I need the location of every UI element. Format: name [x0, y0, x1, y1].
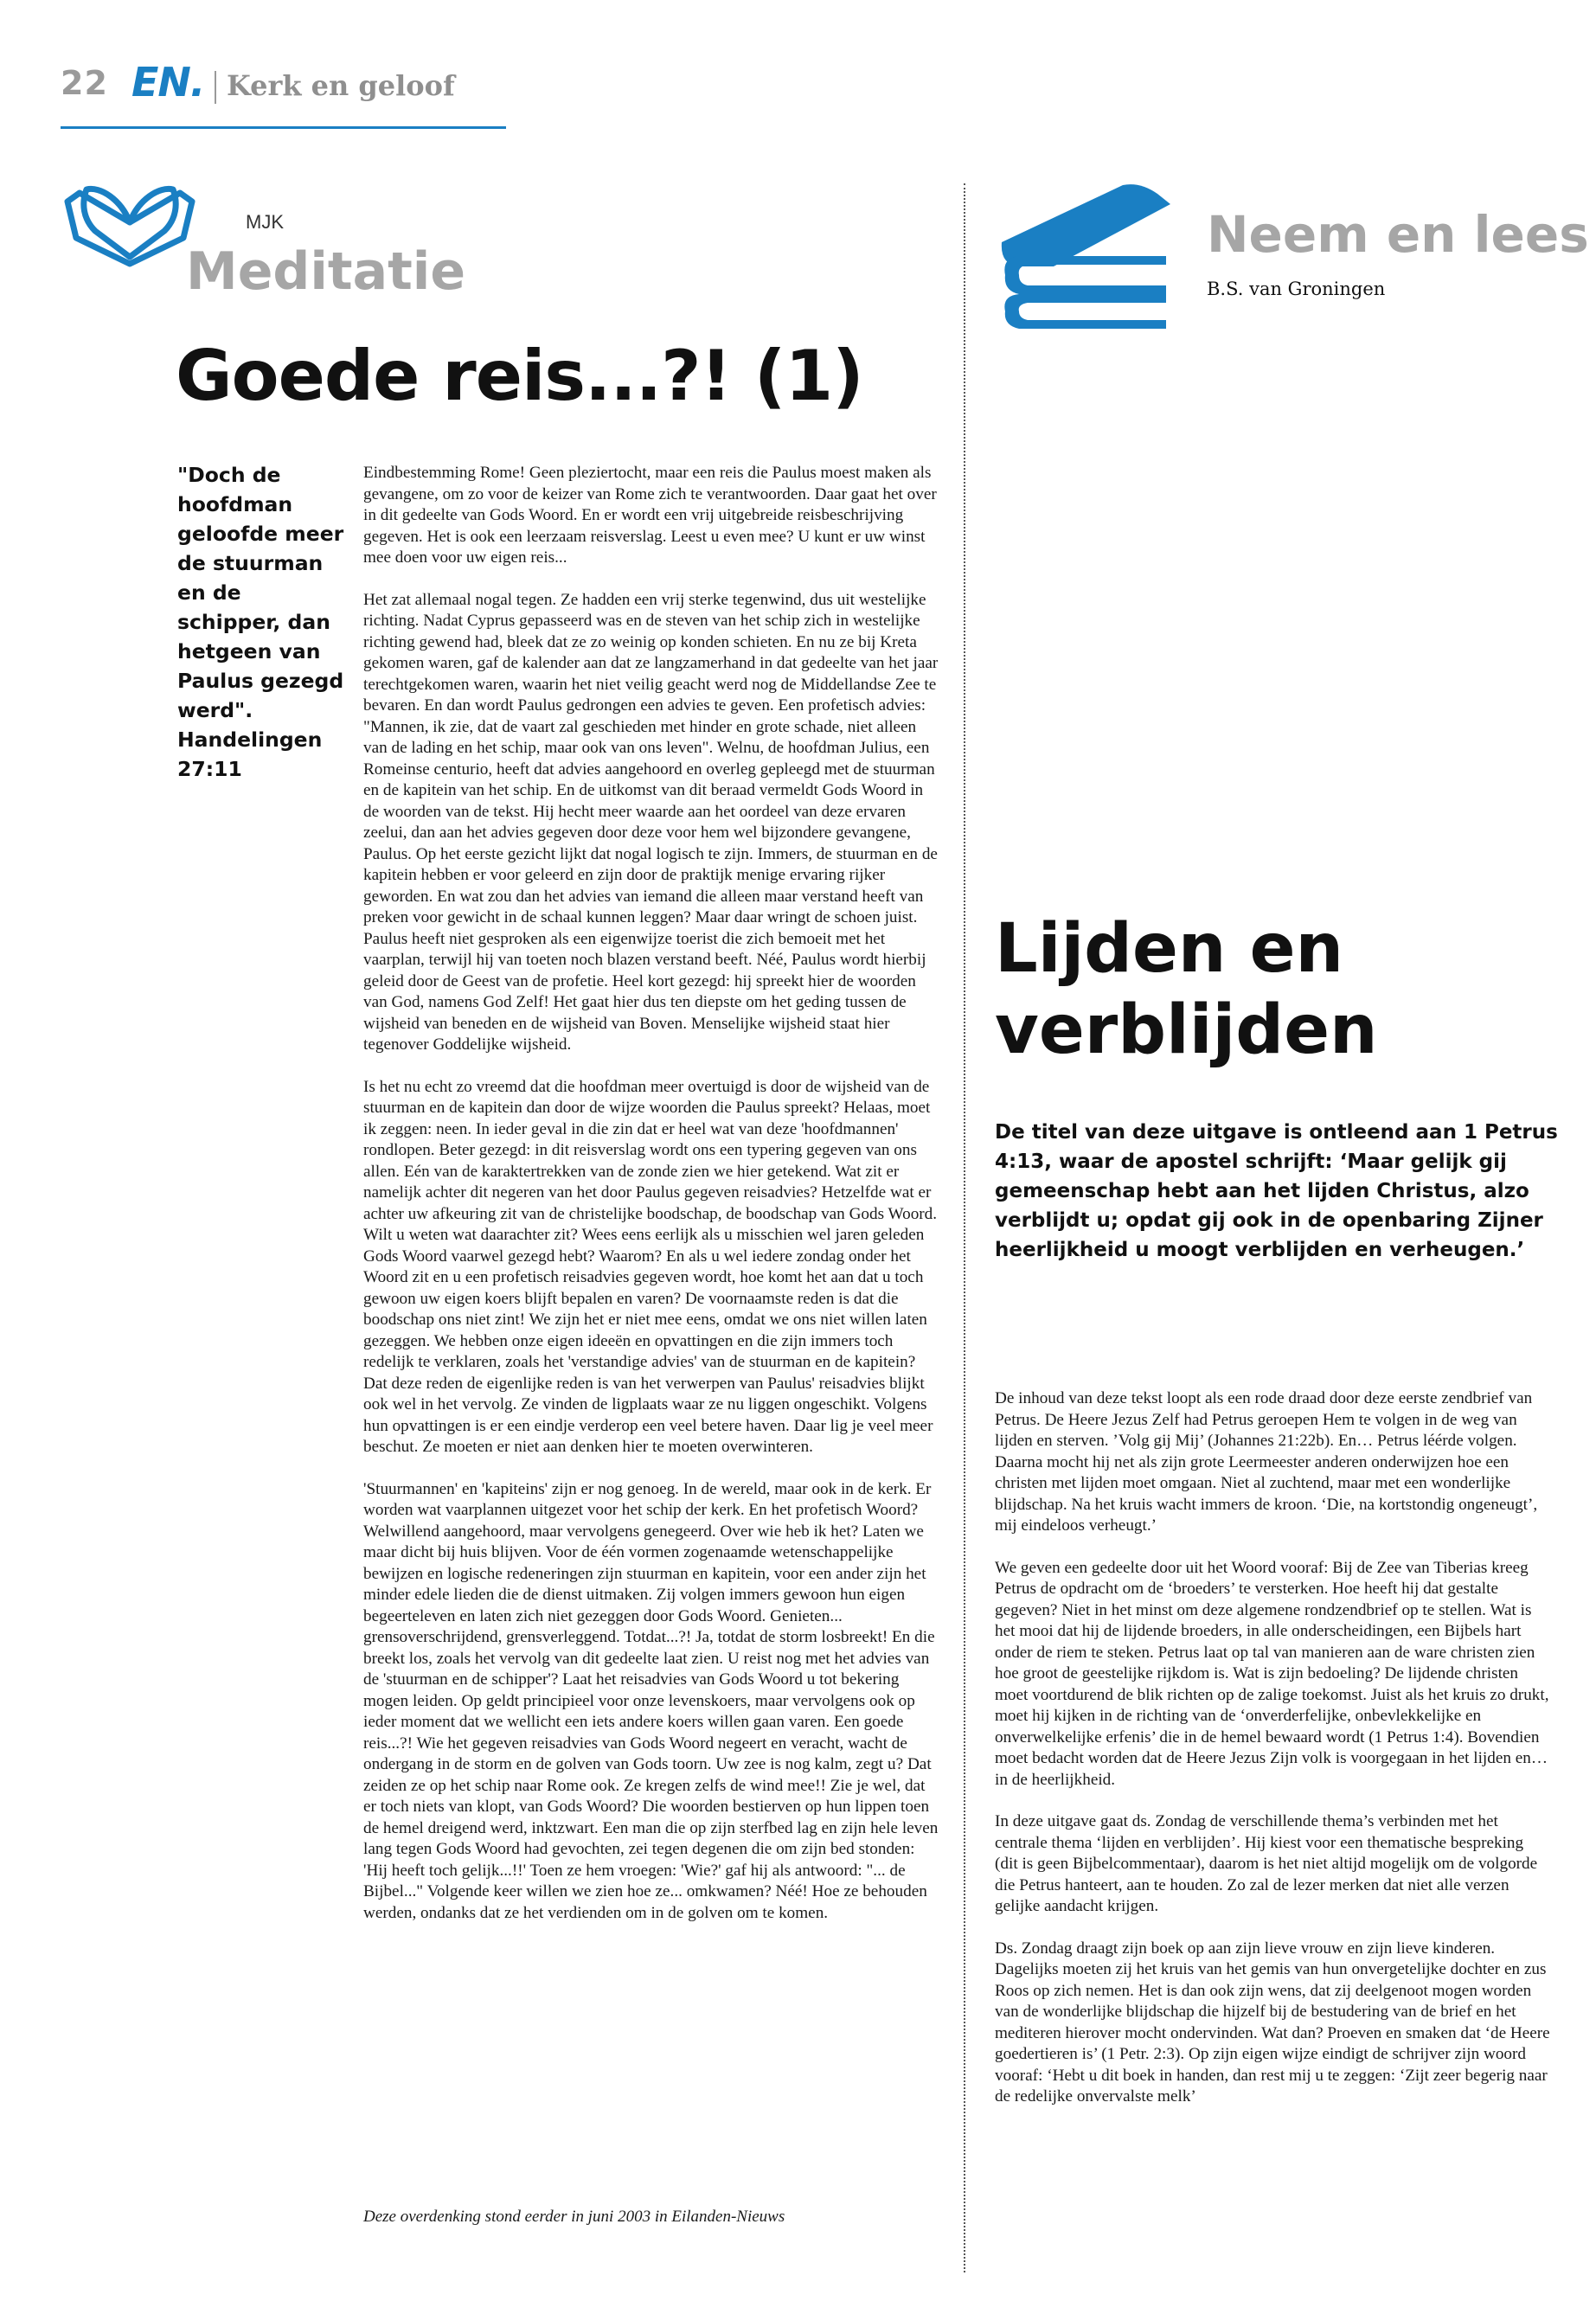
magazine-logo: EN.	[131, 59, 205, 106]
review-body	[995, 1388, 1550, 2129]
review-title: Lijden en verblijden	[995, 910, 1378, 1069]
article-author: MJK	[246, 211, 284, 233]
header-rule	[61, 126, 506, 129]
paragraph: Eindbestemming Rome! Geen pleziertocht, maar een reis die Paulus moest maken als gevangene, om zo voor de keizer van Rome zich te verantwoorden. Daar gaat het over in dit gedeelte van Gods Woord. En er wordt een vrij uitgebreide reisbeschrijving gegeven. Het is ook een leerzaam reisverslag. Leest u even mee? U kunt er uw winst mee doen voor uw eigen reis...	[363, 464, 937, 567]
paragraph: 'Stuurmannen' en 'kapiteins' zijn er nog genoeg. In de wereld, maar ook in de kerk. Er worden wat vaarplannen uitgezet voor het schip der kerk. En het profetisch Woord? Welwillend aangehoord, maar vervolgens genegeerd. Over wie heb ik het? Laten we maar dicht bij huis blijven. Voor de één vormen zogenaamde wetenschappelijke bewijzen en logische redeneringen zijn stuurman en kapitein, voor een ander zijn het minder edele lieden die de dienst uitmaken. Zij volgen immers gewoon hun eigen begeerteleven en laten zich niet gezeggen door Gods Woord. Genieten... grensoverschrijdend, grensverleggend. Totdat...?! Ja, totdat de storm losbreekt! En die breekt los, zoals het vervolg van dit gedeelte laat zien. U reist nog met het advies van de 'stuurman en de schipper'? Laat het reisadvies van Gods Woord u tot bekering mogen leiden. Op geldt principieel voor onze levenskoers, maar vervolgens ook op ieder moment dat we wellicht een iets andere koers willen gaan varen. Een goede reis...?! Wie het gegeven reisadvies van Gods Woord negeert en veracht, wacht de ondergang in de storm en de golven van Gods toorn. Uw zee is nog kalm, zegt u? Dat zeiden ze op het schip naar Rome ook. Ze kregen zelfs de wind mee!! Zie je wel, dat er toch niets van klopt, van Gods Woord? Die woorden bestierven op hun lippen toen de hemel dreigend werd, inktzwart. Een man die op zijn sterfbed lag en zijn hele leven lang tegen Gods Woord had gevochten, zei tegen degenen die om zijn bed stonden: 'Hij heeft toch gelijk...!!' Toen ze hem vroegen: 'Wie?' gaf hij als antwoord: "... de Bijbel..." Volgende keer willen we zien hoe ze... omkwamen? Néé! Hoe ze behouden werden, ondanks dat ze het verdienden om in de golven om te komen.	[363, 1479, 939, 1922]
paragraph: Ds. Zondag draagt zijn boek op aan zijn lieve vrouw en zijn lieve kinderen. Dagelijks moeten zij het kruis van het gemis van hun onvergetelijke dochter en zus Roos op zich nemen. Het is dan ook zijn wens, dat zij deelgenoot mogen worden van de wonderlijke blijdschap die hijzelf bij de bestudering van de brief en het mediteren hierover mocht ondervinden. Wat dan? Proeven en smaken dat ‘de Heere goedertieren is’ (1 Petr. 2:3). Op zijn eigen wijze eindigt de schrijver zijn woord vooraf: ‘Hebt u dit boek in handen, dan rest mij u te zeggen: ‘Zijt zeer begerig naar de redelijke onvervalste melk’	[995, 1939, 1550, 2106]
column-divider	[964, 183, 965, 2272]
article-body	[363, 463, 941, 1945]
review-kicker: Neem en lees	[1207, 205, 1589, 264]
paragraph: We geven een gedeelte door uit het Woord vooraf: Bij de Zee van Tiberias kreeg Petrus de opdracht om de ‘broeders’ te versterken. Hoe heeft hij dat gestalte gegeven? Niet in het minst om deze algemene rondzendbrief op te stellen. Wat is het mooi dat hij de lijdende broeders, in alle onderscheidingen, een Bijbels hart onder de riem te steken. Petrus laat op tal van manieren aan de ware christen zien hoe groot de geestelijke rijkdom is. Wat is zijn bedoeling? De lijdende christen moet voortdurend de blik richten op de zalige toekomst. Juist als het kruis zo drukt, moet hij kijken in de richting van de ‘onverderfelijke, onbevlekkelijke en onverwelkelijke erfenis’ die in de hemel bewaard wordt (1 Petrus 1:4). Bovendien moet bedacht worden dat de Heere Jezus Zijn volk is voorgegaan in het lijden en… in de heerlijkheid.	[995, 1558, 1549, 1789]
article-kicker: Meditatie	[186, 241, 466, 302]
article-footnote: Deze overdenking stond eerder in juni 2003 in Eilanden-Nieuws	[363, 2208, 785, 2226]
section-title: Kerk en geloof	[227, 69, 455, 102]
paragraph: Is het nu echt zo vreemd dat die hoofdman meer overtuigd is door de wijsheid van de stuurman en de kapitein dan door de wijze woorden die Paulus spreekt? Helaas, moet ik zeggen: neen. In ieder geval in die zin dat er heel wat van deze 'hoofdmannen' rondlopen. Beter gezegd: in dit reisverslag wordt ons een typering gegeven van ons allen. Eén van de karaktertrekken van de zonde zien we hier getekend. Wat zit er namelijk achter dit negeren van het door Paulus gegeven reisadvies? Hetzelfde wat er achter uw afkeuring zit van de christelijke boodschap, de boodschap van Gods Woord. Wilt u weten wat daarachter zit? Wees eens eerlijk als u misschien wel jaren geleden Gods Woord vaarwel gezegd hebt? Waarom? En als u wel iedere zondag onder het Woord zit en u een profetisch reisadvies gegeven wordt, hoe komt het aan dat u toch gewoon uw eigen koers blijft bepalen en varen? De voornaamste reden is dat die boodschap ons niet zint! We zijn het er niet mee eens, omdat we ons niet willen laten gezeggen. We hebben onze eigen ideeën en opvattingen en die zijn immers toch redelijk te verklaren, zoals het 'verstandige advies' van de stuurman en de kapitein? Dat deze reden de eigenlijke reden is van het verwerpen van Paulus' reisadvies blijkt ook wel in het vervolg. Ze vinden de ligplaats waar ze nu liggen ongeschikt. Volgens hun opvattingen is er een eindje verderop een veel betere haven. Daar lig je veel meer beschut. Ze moeten er niet aan denken hier te moeten overwinteren.	[363, 1077, 938, 1456]
open-book-heart-icon	[61, 177, 199, 272]
book-stack-icon	[993, 182, 1176, 329]
paragraph: In deze uitgave gaat ds. Zondag de verschillende thema’s verbinden met het centrale thema ‘lijden en verblijden’. Hij kiest voor een thematische bespreking (dit is geen Bijbelcommentaar), daarom is het niet altijd mogelijk om de volgorde die Petrus hanteert, aan te houden. Zo zal de lezer merken dat niet alle verzen gelijke aandacht krijgen.	[995, 1812, 1538, 1915]
review-author: B.S. van Groningen	[1207, 279, 1386, 299]
header-separator	[215, 71, 216, 104]
review-intro: De titel van deze uitgave is ontleend aan 1 Petrus 4:13, waar de apostel schrijft: ‘Maar gelijk gij gemeenschap hebt aan het lijden Christus, alzo verblijdt u; opdat gij ook in de openbaring Zijner heerlijkheid u moogt verblijden en verheugen.’	[995, 1121, 1558, 1261]
article-title: Goede reis...?! (1)	[176, 336, 863, 416]
paragraph: Het zat allemaal nogal tegen. Ze hadden een vrij sterke tegenwind, dus uit westelijke richting. Nadat Cyprus gepasseerd was en de steven van het schip zich in westelijke richting gewend had, bleek dat ze zo weinig op konden schieten. En nu ze bij Kreta gekomen waren, gaf de kalender aan dat ze langzamerhand in dat gedeelte van het jaar terechtgekomen waren, waarin het niet veilig geacht werd nog de Middellandse Zee te bevaren. En dan wordt Paulus gedrongen een advies te geven. Een profetisch advies: "Mannen, ik zie, dat de vaart zal geschieden met hinder en grote schade, niet alleen van de lading en het schip, maar ook van ons leven". Welnu, de hoofdman Julius, een Romeinse centurio, heeft dat advies aangehoord en overleg gepleegd met de stuurman en de kapitein van het schip. En de uitkomst van dit beraad vermeldt Gods Woord in de woorden van de tekst. Hij hecht meer waarde aan het oordeel van deze ervaren zeelui, dan aan het advies gegeven door deze voor hem wel bijzondere gevangene, Paulus. Op het eerste gezicht lijkt dat nogal logisch te zijn. Immers, de stuurman en de kapitein hebben er voor geleerd en zijn door de praktijk menige ervaring rijker geworden. En wat zou dan het advies van iemand die alleen maar verstand heeft van preken voor gewicht in de schaal kunnen leggen? Maar daar wringt de schoen juist. Paulus heeft niet gesproken als een eigenwijze toerist die zich bemoeit met het vaarplan, terwijl hij van toeten noch blazen verstand beeft. Néé, Paulus wordt hierbij geleid door de Geest van de profetie. Heel kort gezegd: hij spreekt hier de woorden van God, namens God Zelf! Het gaat hier dus ten diepste om het geding tussen de wijsheid van beneden en de wijsheid van Boven. Menselijke wijsheid staat hier tegenover Goddelijke wijsheid.	[363, 590, 939, 1054]
page-number: 22	[61, 64, 108, 102]
paragraph: De inhoud van deze tekst loopt als een rode draad door deze eerste zendbrief van Petrus. De Heere Jezus Zelf had Petrus geroepen Hem te volgen in de weg van lijden en sterven. ’Volg gij Mij’ (Johannes 21:22b). En… Petrus léérde volgen. Daarna mocht hij net als zijn grote Leermeester anderen onderwijzen hoe een christen met lijden moet omgaan. Niet al zuchtend, maar met een wonderlijke blijdschap. Na het kruis wacht immers de kroon. ‘Die, na kortstondig ongeneugt’, mij eindeloos verheugt.’	[995, 1389, 1538, 1535]
bible-quote: "Doch de hoofdman geloofde meer de stuurman en de schipper, dan hetgeen van Paulus gezegd werd". Handelingen 27:11	[177, 463, 344, 781]
